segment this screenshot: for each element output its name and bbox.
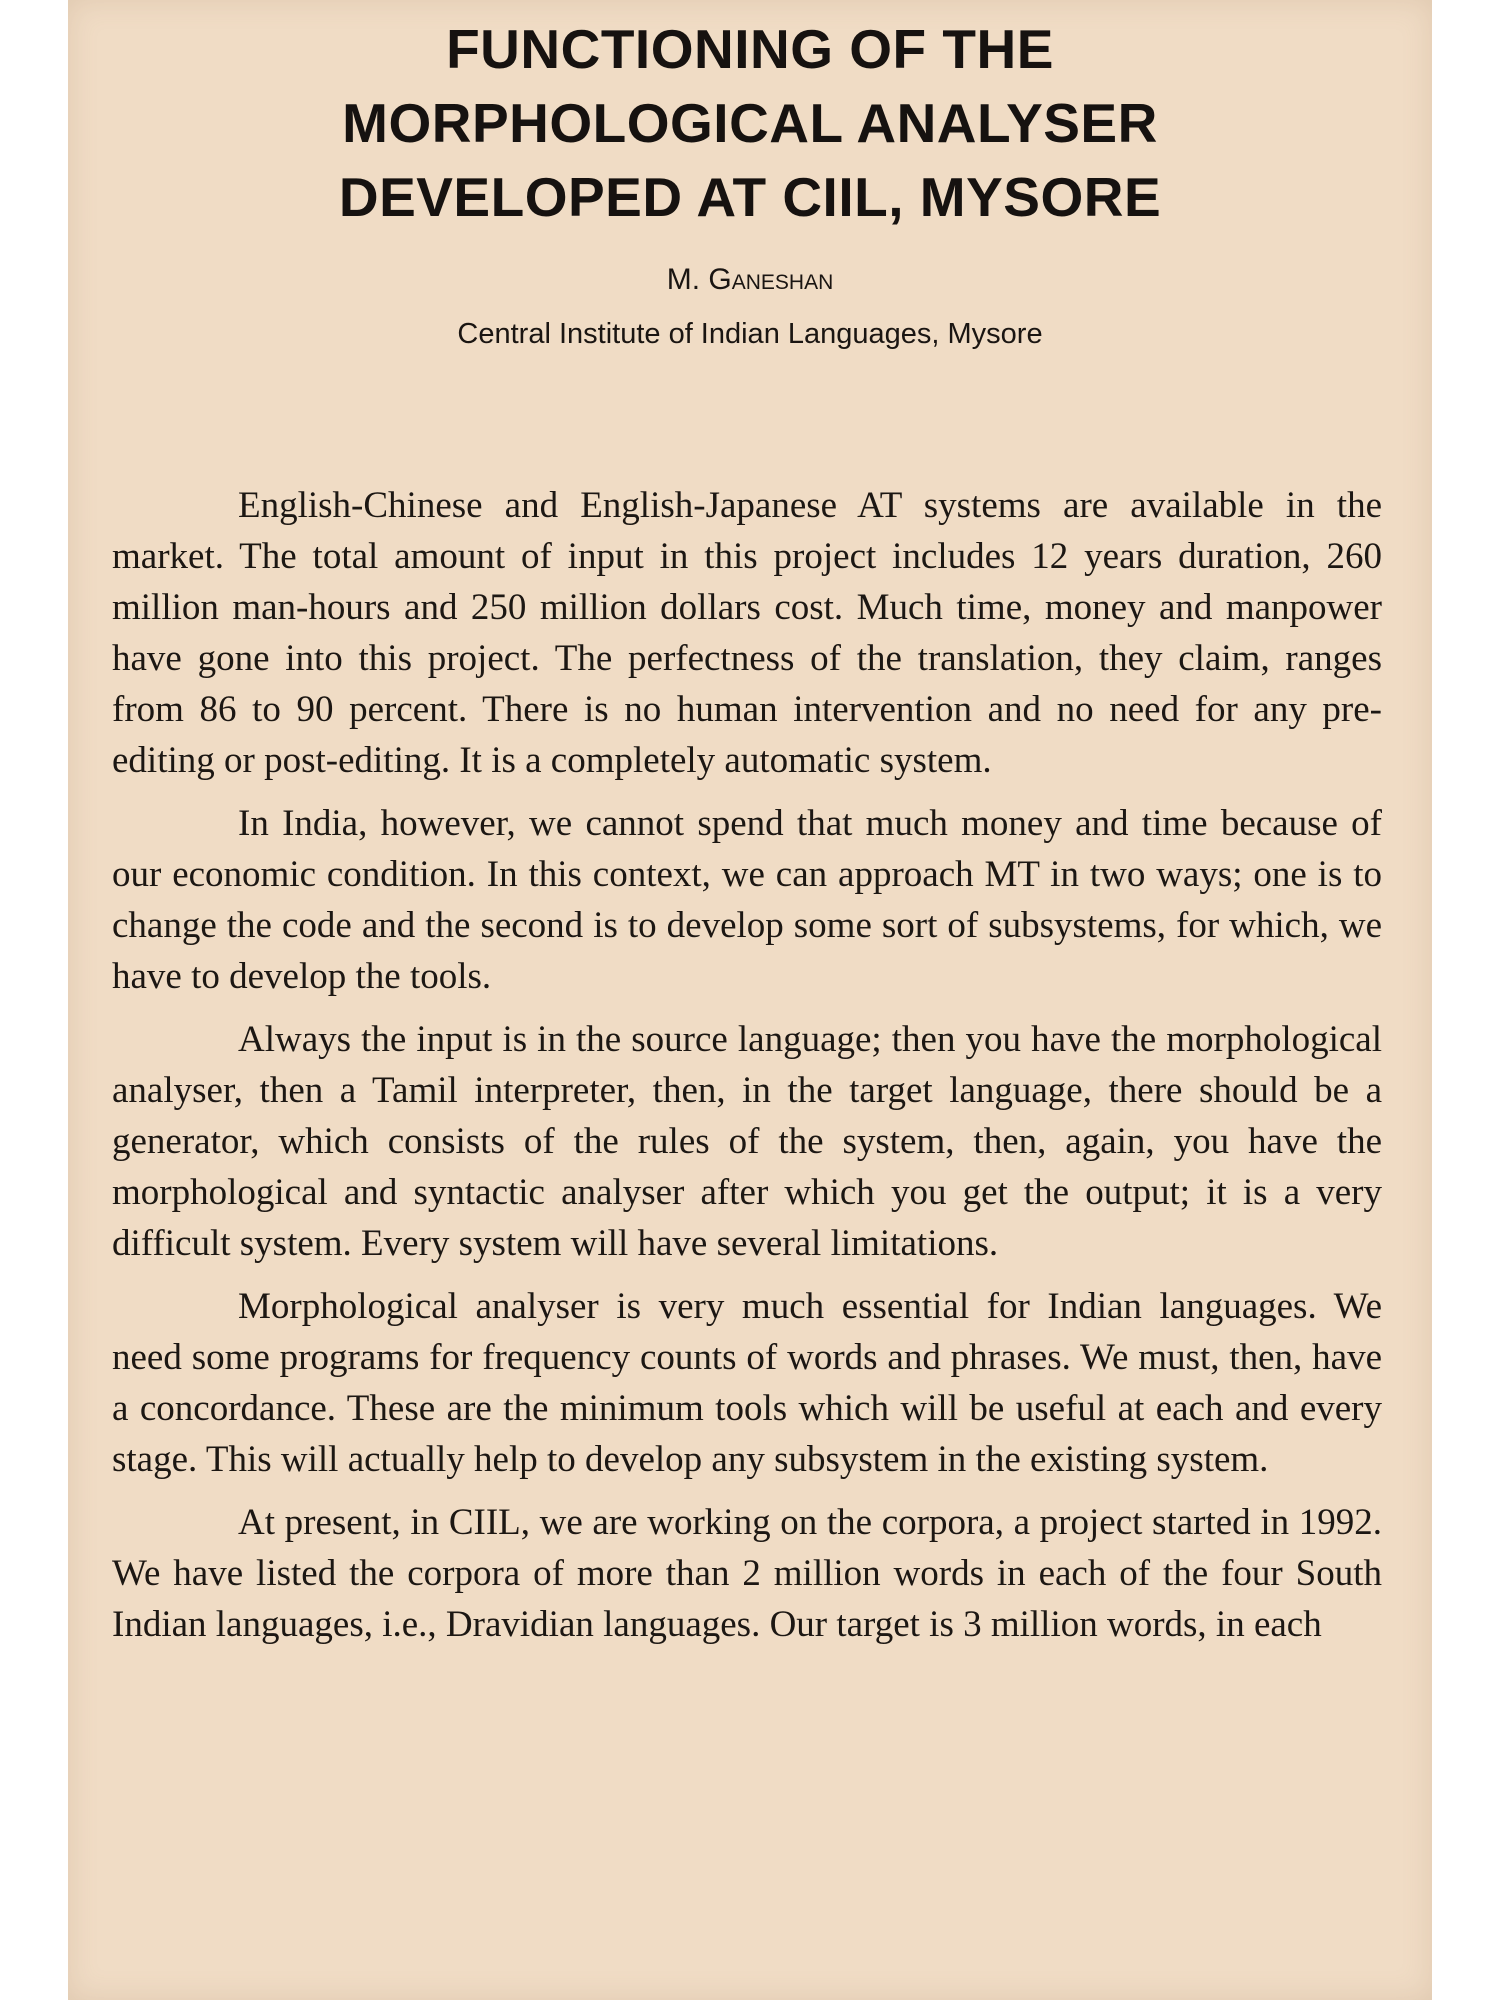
title-line: MORPHOLOGICAL ANALYSER — [342, 92, 1158, 154]
author-affiliation: Central Institute of Indian Languages, Mysore — [457, 318, 1043, 350]
body-paragraph: Always the input is in the source language; then you have the morphological analyser, then a Tamil interpreter, then, in the target language, there should be a generator, which consists of the rules of the system, then, again, you have the morphological and syntactic analyser after which you get the output; it is a very difficult system. Every system will have several limitations. — [112, 1019, 1382, 1264]
title-line: DEVELOPED AT CIIL, MYSORE — [338, 166, 1162, 228]
body-paragraph: English-Chinese and English-Japanese AT systems are available in the market. The total amount of input in this project includes 12 years duration, 260 million man-hours and 250 million dollars cost. Much time, money and manpower have gone into this project. The perfectness of the translation, they claim, ranges from 86 to 90 percent. There is no human intervention and no need for any pre-editing or post-editing. It is a completely automatic system. — [112, 485, 1382, 781]
article-title — [68, 12, 1432, 234]
body-paragraph: At present, in CIIL, we are working on the corpora, a project started in 1992. We have listed the corpora of more than 2 million words in each of the four South Indian languages, i.e., Dravidian languages. Our target is 3 million words, in each — [112, 1502, 1382, 1645]
article-body — [112, 480, 1382, 1662]
body-paragraph: In India, however, we cannot spend that much money and time because of our economic condition. In this context, we can approach MT in two ways; one is to change the code and the second is to develop some sort of subsystems, for which, we have to develop the tools. — [112, 803, 1382, 997]
body-paragraph: Morphological analyser is very much essential for Indian languages. We need some programs for frequency counts of words and phrases. We must, then, have a concordance. These are the minimum tools which will be useful at each and every stage. This will actually help to develop any subsystem in the existing system. — [112, 1286, 1382, 1480]
scanned-page — [68, 0, 1432, 2000]
author-name: M. Ganeshan — [666, 263, 834, 296]
title-line: FUNCTIONING OF THE — [446, 18, 1054, 80]
